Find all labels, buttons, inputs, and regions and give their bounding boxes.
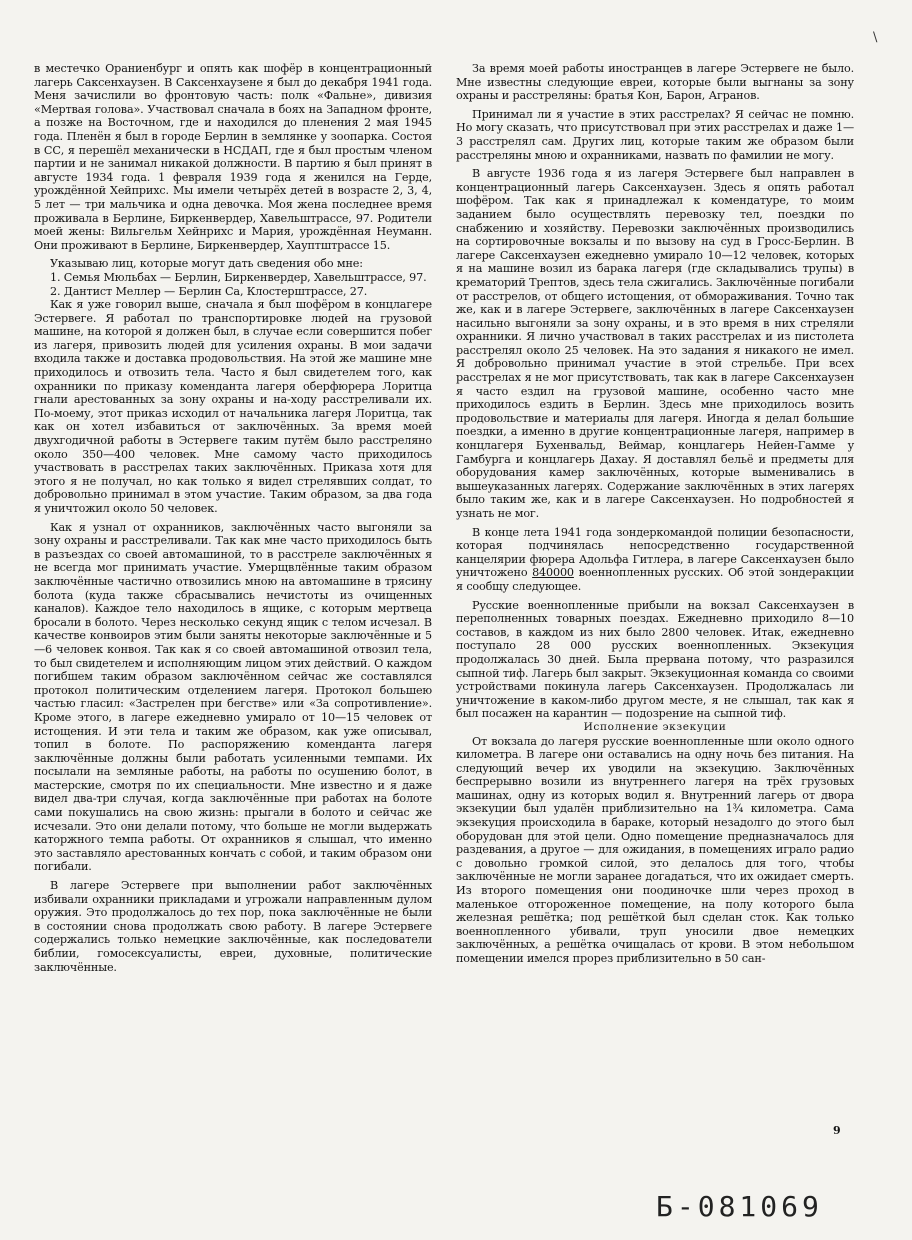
- page-number: 9: [833, 1124, 841, 1137]
- left-paragraph-7: В лагере Эстервеге при выполнении работ заключённых избивали охранники прикладами и угрожали направленным дулом оружия. Это продолжалось до тех пор, пока заключённые не были в состоянии снова продолжать свою работу. В лагере Эстервеге содержались только немецкие заключённые, как последователи библии, гомосексуалисты, евреи, духовные, политические заключённые.: [34, 879, 432, 974]
- p4-after: военнопленных русских. Об этой зондеракции я сообщу следующее.: [456, 566, 855, 593]
- right-paragraph-4: [456, 526, 854, 594]
- left-paragraph-1: в местечко Ораниенбург и опять как шофёр в концентрационный лагерь Саксенхаузен. В Саксенхаузене я был до декабря 1941 года. Меня зачислили во фронтовую часть: полк «Фальне», дивизия «Мертвая голова». Участвовал сначала в боях на Западном фронте, а позже на Восточном, где и находился до пленения 2 мая 1945 года. Пленён я был в городе Берлин в землянке у зоопарка. Состоя в СС, я перешёл механически в НСДАП, где я был простым членом партии и не занимал никакой должности. В партию я был принят в августе 1934 года. 1 февраля 1939 года я женился на Герде, урождённой Хейприхс. Мы имели четырёх детей в возрасте 2, 3, 4, 5 лет — три мальчика и одна девочка. Моя жена последнее время проживала в Берлине, Биркенвердер, Хавельштрассе, 97. Родители моей жены: Вильгельм Хейнрихс и Мария, урождённая Неуманн. Они проживают в Берлине, Биркенвердер, Хауптштрассе 15.: [34, 62, 432, 252]
- left-paragraph-5: Как я уже говорил выше, сначала я был шофёром в концлагере Эстервеге. Я работал по транспортировке людей на грузовой машине, на которой я должен был, в случае если совершится побег из лагеря, привозить людей для усиления охраны. В мои задачи входила также и доставка продовольствия. На этой же машине мне приходилось и отвозить тела. Часто я был свидетелем того, как охранники по приказу коменданта лагеря оберфюрера Лоритца гнали арестованных за зону охраны и на-ходу расстреливали их. По-моему, этот приказ исходил от начальника лагеря Лоритца, так как он хотел избавиться от заключённых. За время моей двухгодичной работы в Эстервеге таким путём было расстреляно около 350—400 человек. Мне самому часто приходилось участвовать в расстрелах таких заключённых. Приказа хотя для этого я не получал, но как только я видел стрелявших солдат, то добровольно принимал в этом участие. Таким образом, за два года я уничтожил около 50 человек.: [34, 298, 432, 515]
- left-column: [34, 62, 432, 974]
- archive-stamp: Б-081069: [656, 1190, 823, 1223]
- witness-list-item-2: 2. Дантист Меллер — Берлин Са, Клостерштрассе, 27.: [50, 284, 368, 298]
- right-paragraph-1: За время моей работы иностранцев в лагере Эстервеге не было. Мне известны следующие евреи, которые были выгнаны за зону охраны и расстреляны: братья Кон, Барон, Агранов.: [456, 62, 854, 103]
- underlined-number: 840000: [532, 566, 574, 580]
- right-paragraph-6: От вокзала до лагеря русские военнопленные шли около одного километра. В лагере они оставались на одну ночь без питания. На следующий вечер их уводили на экзекуцию. Заключённых беспрерывно возили из внутреннего лагеря на трёх грузовых машинах, одну из которых водил я. Внутренний лагерь от двора экзекуции был удалён приблизительно на 1¾ километра. Сама экзекуция происходила в бараке, который незадолго до этого был оборудован для этой цели. Одно помещение предназначалось для раздевания, а другое — для ожидания, в помещениях играло радио с довольно громкой силой, это делалось для того, чтобы заключённые не могли заранее догадаться, что их ожидает смерть. Из второго помещения они поодиночке шли через проход в маленькое отгороженное помещение, на полу которого была железная решётка; под решёткой был сделан сток. Как только военнопленного убивали, труп уносили двое немецких заключённых, а решётка очищалась от крови. В этом небольшом помещении имелся прорез приблизительно в 50 сан-: [456, 734, 854, 965]
- witness-list-item-1: 1. Семья Мюльбах — Берлин, Биркенвердер, Хавельштрассе, 97.: [50, 270, 427, 284]
- right-paragraph-3: В августе 1936 года я из лагеря Эстервеге был направлен в концентрационный лагерь Саксенхаузен. Здесь я опять работал шофёром. Так как я принадлежал к комендатуре, то моим заданием было осуществлять перевозку тел, поездки по снабжению и хозяйству. Перевозки заключённых производились на сортировочные вокзалы и по вызову на суд в Гросс-Берлин. В лагере Саксенхаузен ежедневно умирало 10—12 человек, которых я на машине возил из барака лагеря (где складывались трупы) в крематорий Трептов, здесь тела сжигались. Заключённые погибали от расстрелов, от общего истощения, от обмораживания. Точно так же, как и в лагере Эстервеге, заключённых в лагере Саксенхаузен насильно выгоняли за зону охраны, и в это время в них стреляли охранники. Я лично участвовал в таких расстрелах и из пистолета расстрелял около 25 человек. На это задания я никакого не имел. Я добровольно принимал участие в этой стрельбе. При всех расстрелах я не мог присутствовать, так как в лагере Саксенхаузен я часто ездил на грузовой машине, особенно часто мне приходилось ездить в Берлин. Здесь мне приходилось возить продовольствие и материалы для лагеря. Иногда я делал большие поездки, а именно в другие концентрационные лагеря, например в концлагеря Бухенвальд, Веймар, концлагерь Нейен-Гамме у Гамбурга и концлагерь Дахау. Я доставлял бельё и предметы для оборудования камер заключённых, которые выменивались в вышеуказанных лагерях. Содержание заключённых в этих лагерях было таким же, как и в лагере Саксенхаузен. Но подробностей я узнать не мог.: [456, 167, 854, 520]
- left-paragraph-2: Указываю лиц, которые могут дать сведения обо мне:: [50, 257, 363, 271]
- left-paragraph-6: Как я узнал от охранников, заключённых часто выгоняли за зону охраны и расстреливали. Так как мне часто приходилось быть в разъездах со своей автомашиной, то в расстреле заключённых я не всегда мог принимать участие. Умерщвлённые таким образом заключённые частично отвозились мною на автомашине в трясину болота (куда также сбрасывались нечистоты из очищенных каналов). Каждое тело находилось в ящике, с которым мертвеца бросали в болото. Через несколько секунд ящик с телом исчезал. В качестве конвоиров этим были заняты некоторые заключённые и 5—6 человек конвоя. Так как я со своей автомашиной отвозил тела, то был свидетелем и исполняющим лицом этих действий. О каждом погибшем таким образом заключённом сейчас же составлялся протокол политическим отделением лагеря. Протокол большею частью гласил: «Застрелен при бегстве» или «За сопротивление». Кроме этого, в лагере ежедневно умирало от 10—15 человек от истощения. И эти тела и таким же образом, как уже описывал, топил в болоте. По распоряжению коменданта лагеря заключённые должны были работать усиленными темпами. Их посылали на земляные работы, на работы по осушению болот, в мастерские, смотря по их специальности. Мне известно и я даже видел два-три случая, когда заключённые при работах на болоте сами покушались на свою жизнь: прыгали в болото и сейчас же исчезали. Это они делали потому, что больше не могли выдержать каторжного темпа работы. От охранников я слышал, что именно это заставляло арестованных кончать с собой, и таким образом они погибали.: [34, 520, 432, 874]
- right-paragraph-2: Принимал ли я участие в этих расстрелах? Я сейчас не помню. Но могу сказать, что присутствовал при этих расстрелах и даже 1—3 расстрелял сам. Других лиц, которые таким же образом были расстреляны мною и охранниками, назвать по фамилии не могу.: [456, 107, 854, 162]
- p4-before: В конце лета 1941 года зондеркомандой полиции безопасности, которая подчинялась непосредственно государственной канцелярии фюрера Адольфа Гитлера, в лагере Саксенхаузен было уничтожено: [456, 525, 854, 580]
- section-heading: Исполнение экзекуции: [583, 720, 727, 733]
- corner-mark: \: [873, 30, 878, 45]
- right-column: [456, 62, 854, 966]
- right-paragraph-5: Русские военнопленные прибыли на вокзал Саксенхаузен в переполненных товарных поездах. Ежедневно приходило 8—10 составов, в каждом из них было 2800 человек. Итак, ежедневно поступало 28 000 русских военнопленных. Экзекуция продолжалась 30 дней. Была прервана потому, что разразился сыпной тиф. Лагерь был закрыт. Экзекуционная команда со своими устройствами покинула лагерь Саксенхаузен. Продолжалась ли уничтожение в каком-либо другом месте, я не слышал, так как я был посажен на карантин — подозрение на сыпной тиф.: [456, 598, 854, 721]
